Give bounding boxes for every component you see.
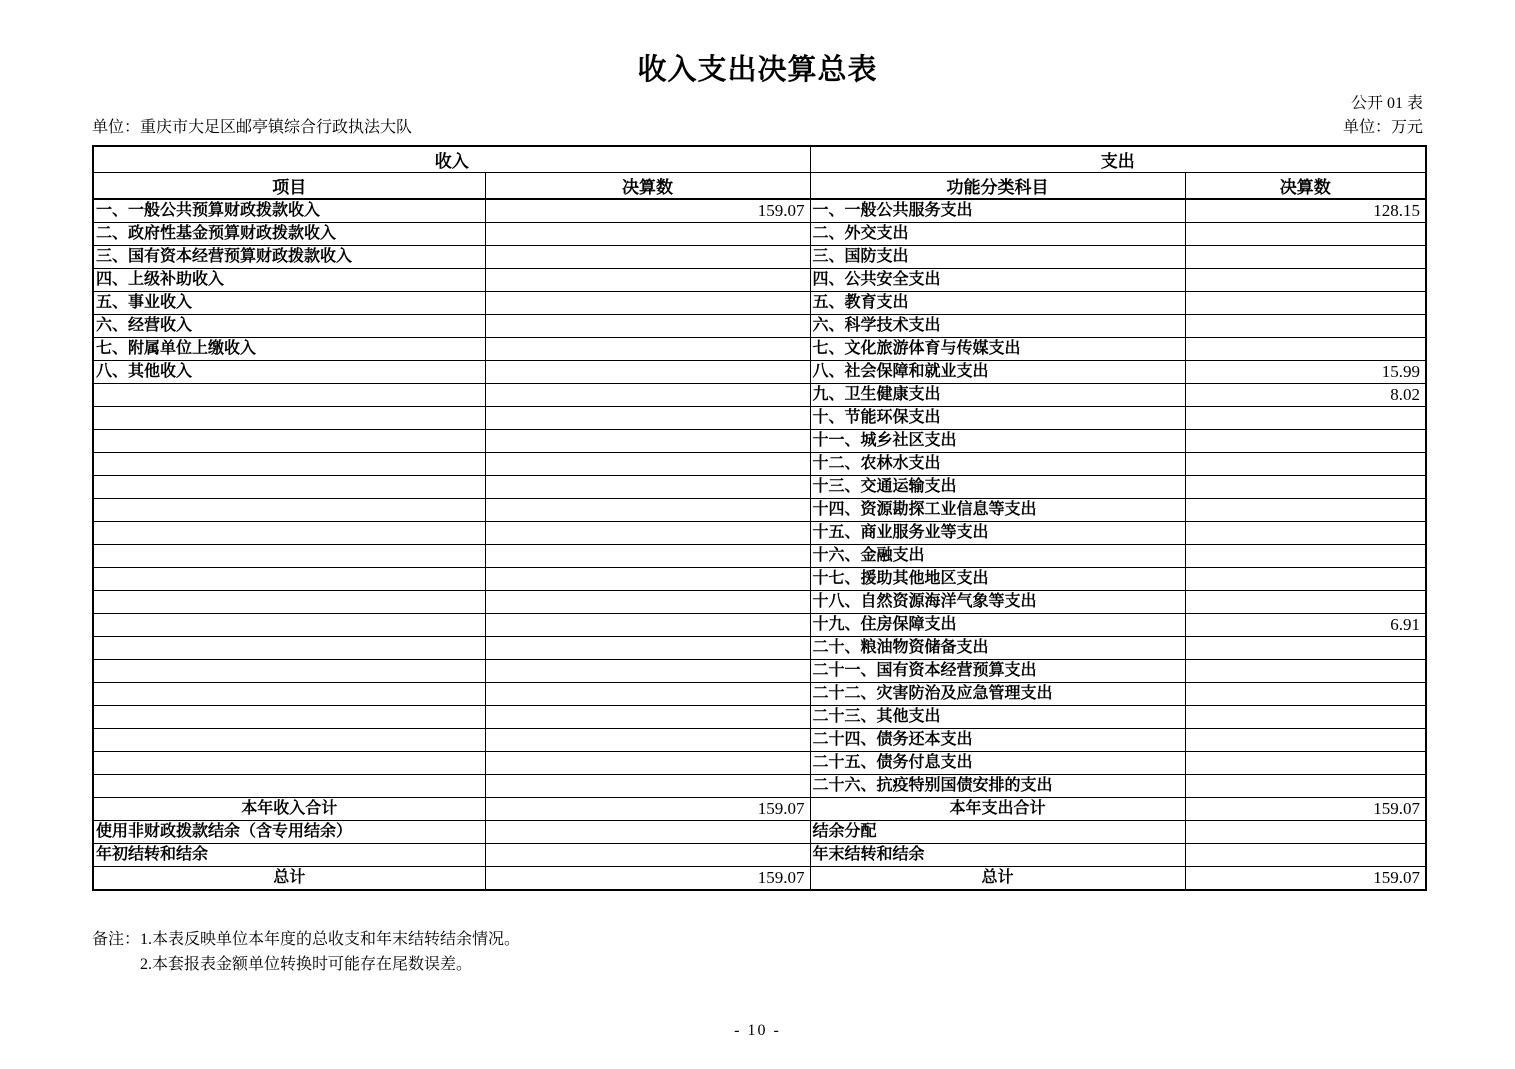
table-row [93,591,1426,614]
income-item-value [485,430,810,453]
income-item-value [485,706,810,729]
income-item-label [93,430,485,453]
income-item-value: 159.07 [485,199,810,223]
notes [92,927,1515,977]
income-item-label [93,522,485,545]
income-item-value [485,315,810,338]
income-item-label: 一、一般公共预算财政拨款收入 [93,199,485,223]
expense-item-value [1185,476,1426,499]
income-item-value [485,614,810,637]
table-row [93,683,1426,706]
expense-item-value [1185,223,1426,246]
income-item-label [93,752,485,775]
table-row [93,361,1426,384]
income-item-value [485,752,810,775]
table-row [93,384,1426,407]
income-section-header: 收入 [93,146,810,173]
expense-item-label: 一、一般公共服务支出 [810,199,1185,223]
expense-item-value [1185,775,1426,798]
table-row [93,775,1426,798]
table-row [93,315,1426,338]
income-item-value [485,821,810,844]
expense-item-value [1185,660,1426,683]
page-number: - 10 - [734,1022,781,1039]
table-row [93,246,1426,269]
income-item-value [485,361,810,384]
note-line-2: 2.本套报表金额单位转换时可能存在尾数误差。 [140,956,473,973]
notes-prefix: 备注： [92,931,141,948]
income-item-label: 总计 [93,867,485,891]
expense-item-label: 本年支出合计 [810,798,1185,821]
income-item-label: 八、其他收入 [93,361,485,384]
expense-item-value [1185,568,1426,591]
table-row [93,269,1426,292]
income-item-value [485,568,810,591]
income-item-label: 二、政府性基金预算财政拨款收入 [93,223,485,246]
income-item-value [485,591,810,614]
income-item-value [485,246,810,269]
expense-item-label: 三、国防支出 [810,246,1185,269]
table-row [93,453,1426,476]
income-item-value [485,292,810,315]
income-item-value [485,844,810,867]
table-row [93,844,1426,867]
expense-item-label: 十、节能环保支出 [810,407,1185,430]
income-item-value [485,407,810,430]
income-item-label: 四、上级补助收入 [93,269,485,292]
expense-item-label: 十三、交通运输支出 [810,476,1185,499]
income-item-value [485,683,810,706]
income-item-value [485,660,810,683]
income-item-value [485,545,810,568]
table-row [93,292,1426,315]
table-row [93,821,1426,844]
expense-item-label: 二、外交支出 [810,223,1185,246]
income-item-label [93,499,485,522]
income-item-label: 七、附属单位上缴收入 [93,338,485,361]
note-line-1 [92,927,1515,952]
table-row [93,660,1426,683]
meta-line [92,118,1423,138]
expense-item-value: 6.91 [1185,614,1426,637]
income-item-label [93,775,485,798]
income-item-value: 159.07 [485,867,810,891]
income-item-label: 三、国有资本经营预算财政拨款收入 [93,246,485,269]
col-header-income-amount: 决算数 [485,173,810,200]
expense-item-value [1185,338,1426,361]
expense-item-label: 十五、商业服务业等支出 [810,522,1185,545]
income-item-label [93,660,485,683]
table-row [93,545,1426,568]
income-item-value [485,729,810,752]
expense-item-value [1185,292,1426,315]
income-item-label: 年初结转和结余 [93,844,485,867]
expense-item-value [1185,269,1426,292]
income-item-value [485,269,810,292]
income-item-label: 五、事业收入 [93,292,485,315]
table-row [93,338,1426,361]
income-item-label [93,683,485,706]
expense-item-value [1185,729,1426,752]
table-row [93,706,1426,729]
table-row [93,407,1426,430]
table-body [93,199,1426,890]
table-row [93,637,1426,660]
expense-item-label: 二十一、国有资本经营预算支出 [810,660,1185,683]
income-item-value [485,453,810,476]
expense-item-label: 二十六、抗疫特别国债安排的支出 [810,775,1185,798]
expense-item-value: 128.15 [1185,199,1426,223]
income-item-label [93,614,485,637]
table-row [93,568,1426,591]
expense-item-label: 十四、资源勘探工业信息等支出 [810,499,1185,522]
table-row [93,867,1426,891]
income-item-value [485,775,810,798]
table-row [93,499,1426,522]
expense-item-value [1185,499,1426,522]
reporting-unit-label: 单位：重庆市大足区邮亭镇综合行政执法大队 [92,119,413,136]
expense-item-value: 8.02 [1185,384,1426,407]
table-row [93,729,1426,752]
col-header-expense-amount: 决算数 [1185,173,1426,200]
expense-item-label: 二十、粮油物资储备支出 [810,637,1185,660]
expense-item-value [1185,752,1426,775]
expense-item-label: 十六、金融支出 [810,545,1185,568]
expense-item-value: 159.07 [1185,798,1426,821]
section-header-row [93,146,1426,173]
expense-item-label: 年末结转和结余 [810,844,1185,867]
expense-item-value: 159.07 [1185,867,1426,891]
income-item-value [485,338,810,361]
income-item-value [485,637,810,660]
income-item-label [93,407,485,430]
expense-item-value [1185,637,1426,660]
expense-item-value [1185,522,1426,545]
expense-item-value [1185,706,1426,729]
income-item-value [485,476,810,499]
expense-item-value [1185,246,1426,269]
expense-item-label: 二十四、债务还本支出 [810,729,1185,752]
table-row [93,476,1426,499]
income-item-label: 本年收入合计 [93,798,485,821]
income-item-label [93,453,485,476]
income-item-value [485,499,810,522]
expense-item-label: 结余分配 [810,821,1185,844]
table-row [93,199,1426,223]
expense-item-label: 九、卫生健康支出 [810,384,1185,407]
expense-item-label: 八、社会保障和就业支出 [810,361,1185,384]
expense-item-value [1185,315,1426,338]
expense-section-header: 支出 [810,146,1426,173]
expense-item-value [1185,453,1426,476]
table-row [93,522,1426,545]
expense-item-label: 十七、援助其他地区支出 [810,568,1185,591]
expense-item-label: 十九、住房保障支出 [810,614,1185,637]
expense-item-label: 二十二、灾害防治及应急管理支出 [810,683,1185,706]
income-item-value [485,384,810,407]
income-item-label [93,568,485,591]
note-1-text: 1.本表反映单位本年度的总收支和年末结转结余情况。 [140,931,521,948]
expense-item-label: 十二、农林水支出 [810,453,1185,476]
table-row [93,798,1426,821]
expense-item-label: 十八、自然资源海洋气象等支出 [810,591,1185,614]
expense-item-label: 二十五、债务付息支出 [810,752,1185,775]
expense-item-label: 四、公共安全支出 [810,269,1185,292]
expense-item-value [1185,844,1426,867]
expense-item-label: 总计 [810,867,1185,891]
income-item-value [485,223,810,246]
page-title: 收入支出决算总表 [637,54,878,86]
income-item-label [93,476,485,499]
col-header-function: 功能分类科目 [810,173,1185,200]
table-row [93,614,1426,637]
currency-unit-label: 单位：万元 [1342,119,1423,136]
income-item-label [93,729,485,752]
expense-item-value [1185,407,1426,430]
income-item-label [93,384,485,407]
expense-item-label: 十一、城乡社区支出 [810,430,1185,453]
table-row [93,752,1426,775]
expense-item-value [1185,821,1426,844]
expense-item-label: 七、文化旅游体育与传媒支出 [810,338,1185,361]
expense-item-value [1185,591,1426,614]
table-row [93,223,1426,246]
income-item-label [93,706,485,729]
table-row [93,430,1426,453]
table-code: 公开 01 表 [1350,95,1423,112]
expense-item-label: 二十三、其他支出 [810,706,1185,729]
col-header-item: 项目 [93,173,485,200]
income-item-label: 六、经营收入 [93,315,485,338]
expense-item-value [1185,430,1426,453]
income-item-label [93,545,485,568]
income-item-label [93,637,485,660]
column-header-row [93,173,1426,200]
income-item-label: 使用非财政拨款结余（含专用结余） [93,821,485,844]
expense-item-label: 五、教育支出 [810,292,1185,315]
expense-item-value [1185,683,1426,706]
income-item-value [485,522,810,545]
income-item-value: 159.07 [485,798,810,821]
expense-item-value [1185,545,1426,568]
income-item-label [93,591,485,614]
final-accounts-table [92,145,1427,891]
expense-item-label: 六、科学技术支出 [810,315,1185,338]
expense-item-value: 15.99 [1185,361,1426,384]
